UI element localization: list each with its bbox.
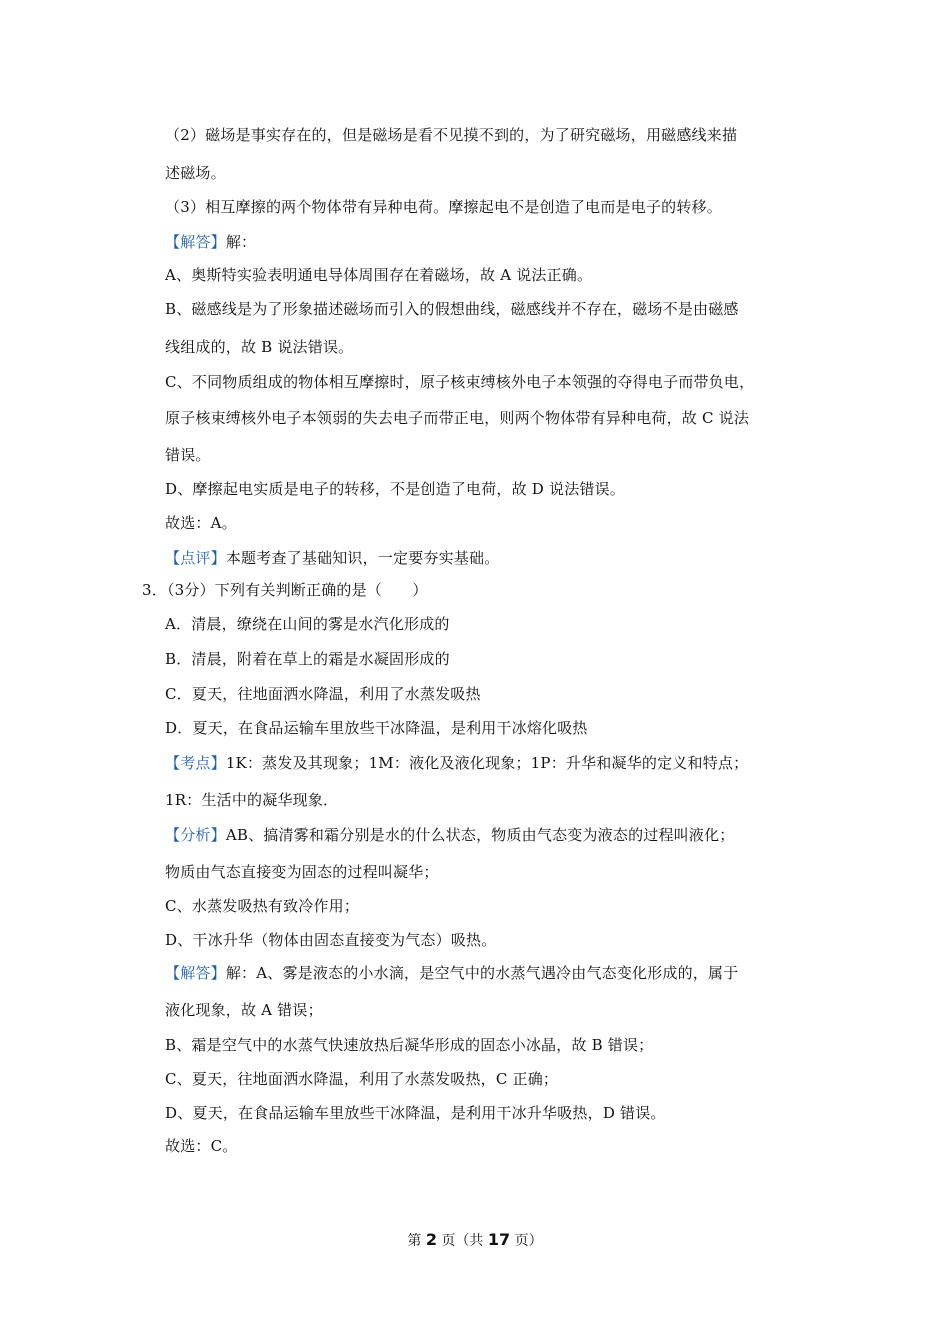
analysis-tag: 【分析】: [165, 826, 226, 844]
analysis-line4: D、干冰升华（物体由固态直接变为气态）吸热。: [165, 931, 497, 949]
answer-line1: [165, 962, 738, 984]
analysis-line1: [165, 824, 734, 846]
footer-mid: 页（共: [436, 1233, 488, 1249]
footer-suffix: 页）: [510, 1233, 543, 1249]
question-3-stem: 3．（3分）下列有关判断正确的是（ ）: [142, 581, 428, 599]
footer-prefix: 第: [407, 1233, 426, 1249]
answer-intro: 解：: [225, 233, 257, 251]
analysis-point2-line1: （2）磁场是事实存在的，但是磁场是看不见摸不到的，为了研究磁场，用磁感线来描: [165, 126, 738, 144]
answer-c: C、夏天，往地面洒水降温，利用了水蒸发吸热，C 正确；: [165, 1070, 559, 1088]
answer-d: D、夏天，在食品运输车里放些干冰降温，是利用干冰升华吸热，D 错误。: [165, 1104, 666, 1122]
footer-total-pages: 17: [487, 1230, 511, 1249]
comment-prev: [165, 547, 499, 569]
answer-option-b-line1: B、磁感线是为了形象描述磁场而引入的假想曲线，磁感线并不存在，磁场不是由磁感: [165, 300, 739, 318]
answer-line2: 液化现象，故 A 错误；: [165, 1001, 323, 1019]
knowledge-point-tag: 【考点】: [165, 754, 226, 772]
answer-option-c-line3: 错误。: [165, 446, 211, 464]
answer-tag-q3: 【解答】: [165, 964, 226, 982]
comment-text: 本题考查了基础知识，一定要夯实基础。: [225, 549, 500, 567]
analysis-line2: 物质由气态直接变为固态的过程叫凝华；: [165, 863, 439, 881]
analysis-point2-line2: 述磁场。: [165, 164, 226, 182]
footer-page-number: 2: [425, 1230, 437, 1249]
analysis-text: AB、搞清雾和霜分别是水的什么状态，物质由气态变为液态的过程叫液化；: [225, 826, 735, 844]
answer-heading-prev: [165, 231, 256, 253]
answer-option-b-line2: 线组成的，故 B 说法错误。: [165, 338, 354, 356]
answer-choice-prev: 故选：A。: [165, 514, 237, 532]
answer-text-q3: 解：A、雾是液态的小水滴，是空气中的水蒸气遇冷由气态变化形成的，属于: [225, 964, 739, 982]
comment-tag: 【点评】: [165, 549, 226, 567]
question-3-option-b: B．清晨，附着在草上的霜是水凝固形成的: [165, 650, 450, 668]
analysis-line3: C、水蒸发吸热有致冷作用；: [165, 897, 360, 915]
question-3-option-d: D．夏天，在食品运输车里放些干冰降温，是利用干冰熔化吸热: [165, 719, 588, 737]
answer-option-d: D、摩擦起电实质是电子的转移，不是创造了电荷，故 D 说法错误。: [165, 480, 625, 498]
answer-b: B、霜是空气中的水蒸气快速放热后凝华形成的固态小冰晶，故 B 错误；: [165, 1036, 654, 1054]
answer-option-a: A、奥斯特实验表明通电导体周围存在着磁场，故 A 说法正确。: [165, 266, 593, 284]
knowledge-point-line1: [165, 752, 748, 774]
answer-option-c-line1: C、不同物质组成的物体相互摩擦时，原子核束缚核外电子本领强的夺得电子而带负电，: [165, 373, 755, 391]
question-3-option-c: C．夏天，往地面洒水降温，利用了水蒸发吸热: [165, 685, 481, 703]
page-footer: [0, 1230, 950, 1251]
answer-option-c-line2: 原子核束缚核外电子本领弱的失去电子而带正电，则两个物体带有异种电荷，故 C 说法: [165, 409, 750, 427]
answer-tag: 【解答】: [165, 233, 226, 251]
analysis-point3: （3）相互摩擦的两个物体带有异种电荷。摩擦起电不是创造了电而是电子的转移。: [165, 198, 722, 216]
knowledge-point-line2: 1R：生活中的凝华现象．: [165, 791, 339, 809]
knowledge-point-text: 1K：蒸发及其现象；1M：液化及液化现象；1P：升华和凝华的定义和特点；: [225, 754, 749, 772]
answer-choice: 故选：C。: [165, 1137, 238, 1155]
question-3-option-a: A．清晨，缭绕在山间的雾是水汽化形成的: [165, 615, 450, 633]
